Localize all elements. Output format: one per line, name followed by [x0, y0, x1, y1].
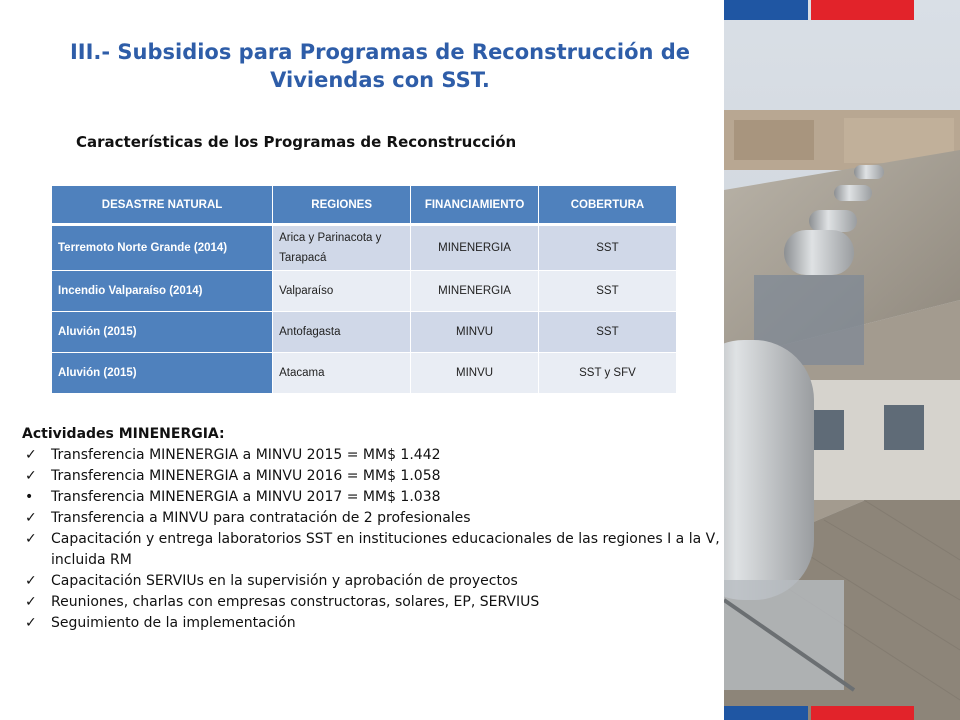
table-row [52, 271, 677, 312]
activity-text: Transferencia MINENERGIA a MINVU 2016 = MM$ 1.058 [51, 468, 441, 484]
list-item [22, 613, 722, 634]
cell-coverage: SST y SFV [539, 353, 677, 394]
cell-funding: MINVU [411, 312, 539, 353]
activities-heading: Actividades MINENERGIA: [22, 426, 225, 442]
list-item [22, 508, 722, 529]
checkmark-icon: ✓ [25, 615, 37, 631]
activity-text: Seguimiento de la implementación [51, 615, 296, 631]
cell-funding: MINENERGIA [411, 271, 539, 312]
activity-text: Capacitación SERVIUs en la supervisión y aprobación de proyectos [51, 573, 518, 589]
cell-regions: Antofagasta [273, 312, 411, 353]
solar-water-heaters-photo [724, 0, 960, 720]
cell-regions: Atacama [273, 353, 411, 394]
cell-coverage: SST [539, 226, 677, 271]
column-header-funding: FINANCIAMIENTO [411, 186, 539, 226]
cell-disaster: Terremoto Norte Grande (2014) [52, 226, 273, 271]
checkmark-icon: ✓ [25, 531, 37, 547]
programs-table [52, 186, 677, 394]
table-row [52, 226, 677, 271]
column-header-disaster: DESASTRE NATURAL [52, 186, 273, 226]
list-item [22, 445, 722, 466]
activity-text: Transferencia a MINVU para contratación de 2 profesionales [51, 510, 471, 526]
cell-coverage: SST [539, 312, 677, 353]
activity-text: Transferencia MINENERGIA a MINVU 2015 = MM$ 1.442 [51, 447, 441, 463]
list-item [22, 529, 722, 571]
cell-regions: Valparaíso [273, 271, 411, 312]
cell-funding: MINENERGIA [411, 226, 539, 271]
column-header-regions: REGIONES [273, 186, 411, 226]
activity-text: Transferencia MINENERGIA a MINVU 2017 = MM$ 1.038 [51, 489, 441, 505]
cell-disaster: Incendio Valparaíso (2014) [52, 271, 273, 312]
list-item [22, 592, 722, 613]
checkmark-icon: ✓ [25, 594, 37, 610]
flag-stripe-red-bottom [811, 706, 914, 720]
cell-funding: MINVU [411, 353, 539, 394]
cell-disaster: Aluvión (2015) [52, 353, 273, 394]
checkmark-icon: ✓ [25, 573, 37, 589]
column-header-coverage: COBERTURA [539, 186, 677, 226]
page-title: III.- Subsidios para Programas de Reconstrucción de Viviendas con SST. [69, 40, 691, 92]
activities-list [22, 445, 722, 634]
list-item [22, 487, 722, 508]
flag-stripe-blue-bottom [724, 706, 808, 720]
cell-coverage: SST [539, 271, 677, 312]
checkmark-icon: ✓ [25, 447, 37, 463]
list-item [22, 571, 722, 592]
table-row [52, 312, 677, 353]
list-item [22, 466, 722, 487]
section-subtitle: Características de los Programas de Reconstrucción [76, 133, 517, 151]
activity-text: Capacitación y entrega laboratorios SST en instituciones educacionales de las regiones I a la V, incluida RM [51, 531, 720, 568]
flag-stripe-red [811, 0, 914, 20]
activities-section [22, 424, 722, 634]
table-header-row [52, 186, 677, 226]
cell-disaster: Aluvión (2015) [52, 312, 273, 353]
bullet-icon: • [25, 489, 34, 505]
checkmark-icon: ✓ [25, 510, 37, 526]
flag-stripe-blue [724, 0, 808, 20]
table-row [52, 353, 677, 394]
cell-regions: Arica y Parinacota y Tarapacá [273, 226, 411, 271]
checkmark-icon: ✓ [25, 468, 37, 484]
activity-text: Reuniones, charlas con empresas constructoras, solares, EP, SERVIUS [51, 594, 540, 610]
